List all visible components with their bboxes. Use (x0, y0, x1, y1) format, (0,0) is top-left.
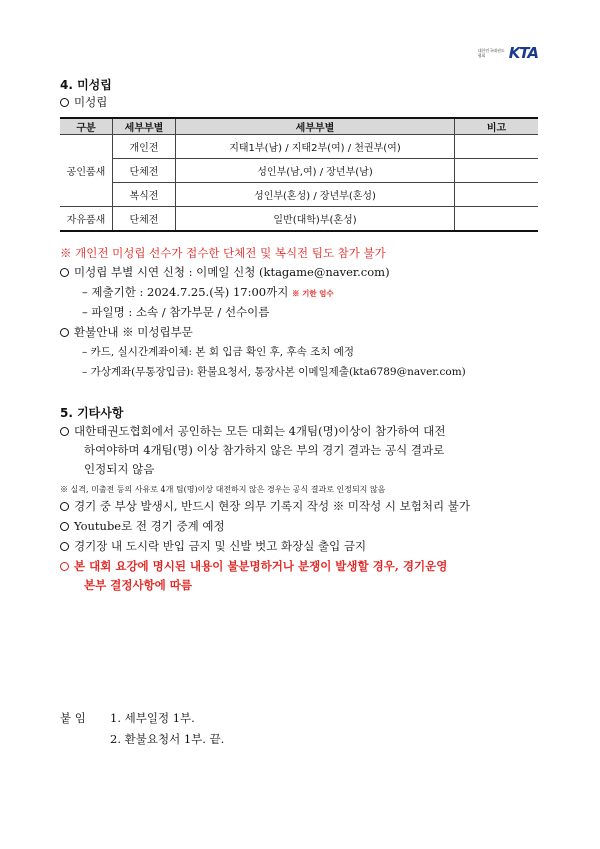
table-cell-type: 개인전 (113, 135, 176, 159)
logo-mark: KTA (508, 44, 538, 62)
attachment-2: 2. 환불요청서 1부. 끝. (110, 732, 225, 746)
item1-line1: 대한태권도협회에서 공인하는 모든 대회는 4개팀(명)이상이 참가하여 대전 (60, 423, 446, 439)
table-row (60, 135, 538, 159)
section5-title: 5. 기타사항 (60, 406, 124, 420)
refund-card: – 카드, 실시간계좌이체: 본 회 입금 확인 후, 후속 조치 예정 (82, 346, 354, 358)
item3-line: Youtube로 전 경기 중계 예정 (60, 518, 225, 534)
table-header-row (60, 118, 538, 135)
table-header: 세부부별 (176, 118, 455, 135)
deadline-line: – 제출기한 : 2024.7.25.(목) 17:00까지 ※ 기한 엄수 (82, 285, 334, 299)
apply-line: 미성립 부별 시연 신청 : 이메일 신청 (ktagame@naver.com) (60, 264, 390, 280)
item4-line: 경기장 내 도시락 반입 금지 및 신발 벗고 화장실 출입 금지 (60, 538, 366, 554)
circle-bullet-icon (60, 268, 69, 277)
table-cell-note (455, 207, 539, 232)
table-row (60, 159, 538, 183)
table-header: 세부부별 (113, 118, 176, 135)
unestablished-table (60, 117, 538, 232)
table-header: 구분 (60, 118, 113, 135)
table-header: 비고 (455, 118, 539, 135)
refund-title: 환불안내 ※ 미성립부문 (60, 324, 193, 340)
refund-virtual: – 가상계좌(무통장입금): 환불요청서, 통장사본 이메일제출(kta6789@naver.com) (82, 366, 466, 378)
table-cell-detail: 지태1부(남) / 지태2부(여) / 천권부(여) (176, 135, 455, 159)
deadline-note: ※ 기한 엄수 (291, 289, 334, 298)
table-cell-detail: 성인부(혼성) / 장년부(혼성) (176, 183, 455, 207)
table-cell-type: 단체전 (113, 159, 176, 183)
item5-line2: 본부 결정사항에 따름 (84, 578, 192, 592)
table-cell-group: 자유품새 (60, 207, 113, 232)
table-row (60, 207, 538, 232)
circle-bullet-icon (60, 328, 69, 337)
section4-bullet: 미성립 (60, 94, 107, 110)
table-cell-note (455, 159, 539, 183)
logo-org-name: 대한민국태권도협회 (477, 48, 505, 58)
circle-bullet-icon (60, 522, 69, 531)
attachment-1: 1. 세부일정 1부. (110, 711, 195, 725)
kta-logo (478, 44, 538, 62)
circle-bullet-icon (60, 562, 69, 571)
section4-title: 4. 미성립 (60, 78, 112, 92)
table-cell-type: 복식전 (113, 183, 176, 207)
item2-line: 경기 중 부상 발생시, 반드시 현장 의무 기록지 작성 ※ 미작성 시 보험처리 불가 (60, 498, 470, 514)
item1-line2: 하여야하며 4개팀(명) 이상 참가하지 않은 부의 경기 결과는 공식 결과로 (84, 443, 445, 457)
circle-bullet-icon (60, 542, 69, 551)
table-row (60, 183, 538, 207)
table-cell-note (455, 183, 539, 207)
item1-line3: 인정되지 않음 (84, 462, 155, 476)
attachments-label: 붙 임 (60, 711, 86, 725)
table-cell-note (455, 135, 539, 159)
circle-bullet-icon (60, 427, 69, 436)
circle-bullet-icon (60, 98, 69, 107)
filename-line: – 파일명 : 소속 / 참가부문 / 선수이름 (82, 305, 270, 319)
circle-bullet-icon (60, 502, 69, 511)
item5-line1: 본 대회 요강에 명시된 내용이 불분명하거나 분쟁이 발생할 경우, 경기운영 (60, 558, 447, 574)
table-cell-type: 단체전 (113, 207, 176, 232)
table-cell-detail: 일반(대학)부(혼성) (176, 207, 455, 232)
warning-text: ※ 개인전 미성립 선수가 접수한 단체전 및 복식전 팀도 참가 불가 (60, 246, 386, 260)
table-cell-group: 공인품새 (60, 135, 113, 207)
table-cell-detail: 성인부(남,여) / 장년부(남) (176, 159, 455, 183)
note-line: ※ 실격, 미출전 등의 사유로 4개 팀(명)이상 대전하지 않은 경우는 공식 결과로 인정되지 않음 (60, 485, 386, 494)
